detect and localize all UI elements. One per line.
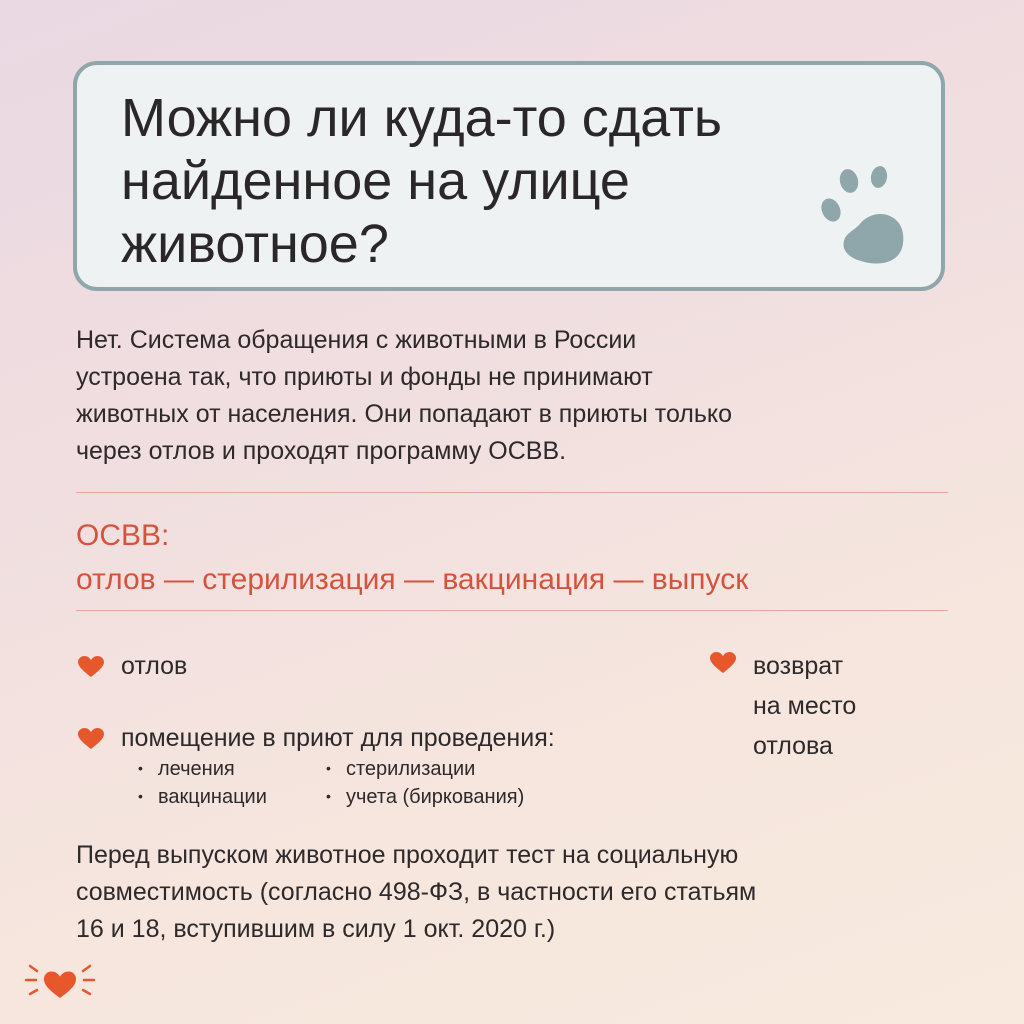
return-line: возврат [753, 652, 844, 680]
osvv-steps: отлов — стерилизация — вакцинация — выпуск [76, 563, 749, 596]
outro-paragraph [76, 837, 756, 948]
paw-icon [819, 165, 909, 275]
heart-icon [710, 652, 736, 674]
step-shelter: помещение в приют для проведения: [121, 724, 555, 752]
divider [76, 492, 948, 493]
page-title [121, 87, 722, 276]
shelter-item: • стерилизации [326, 754, 475, 783]
shelter-item: • лечения [138, 754, 235, 783]
intro-line: Нет. Система обращения с животными в России [76, 326, 637, 354]
osvv-block [76, 514, 748, 602]
heart-logo-icon [22, 960, 98, 1004]
intro-paragraph [76, 322, 732, 470]
outro-line: 16 и 18, вступившим в силу 1 окт. 2020 г.) [76, 915, 556, 943]
heart-icon [78, 656, 104, 678]
divider [76, 610, 948, 611]
title-line: найденное на улице [121, 151, 630, 211]
intro-line: через отлов и проходят программу ОСВВ. [76, 437, 567, 465]
intro-line: устроена так, что приюты и фонды не принимают [76, 363, 653, 391]
osvv-heading: ОСВВ: [76, 519, 170, 552]
shelter-item: • вакцинации [138, 782, 267, 811]
outro-line: Перед выпуском животное проходит тест на социальную [76, 841, 739, 869]
heart-icon [78, 728, 104, 750]
title-line: Можно ли куда-то сдать [121, 88, 723, 148]
outro-line: совместимость (согласно 498-ФЗ, в частности его статьям [76, 878, 757, 906]
step-return [753, 646, 856, 766]
step-capture: отлов [121, 652, 188, 680]
title-line: животное? [121, 214, 389, 274]
shelter-item: • учета (биркования) [326, 782, 524, 811]
return-line: на место [753, 692, 857, 720]
title-card [73, 61, 945, 291]
return-line: отлова [753, 732, 833, 760]
intro-line: животных от населения. Они попадают в приюты только [76, 400, 733, 428]
